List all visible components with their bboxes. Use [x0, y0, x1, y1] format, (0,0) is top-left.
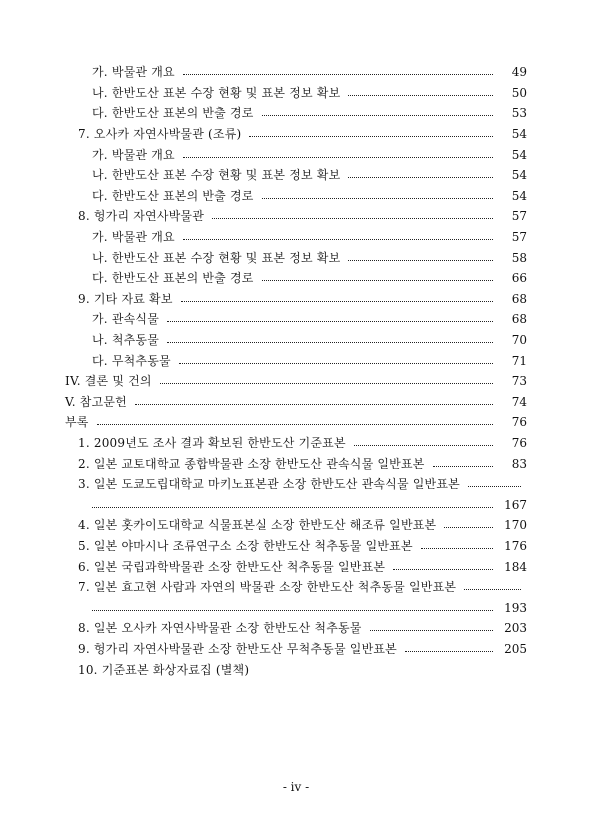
toc-leader-dots	[183, 73, 493, 75]
toc-entry-page: 76	[511, 415, 527, 430]
toc-entry[interactable]	[0, 103, 527, 124]
toc-entry-page: 49	[511, 65, 527, 80]
toc-entry[interactable]	[0, 350, 527, 371]
toc-entry-page: 57	[511, 209, 527, 224]
toc-entry-label: 6. 일본 국립과학박물관 소장 한반도산 척추동물 일반표본	[78, 559, 386, 574]
toc-leader-dots	[464, 588, 521, 590]
toc-leader-dots	[393, 568, 493, 570]
toc-entry-page: 54	[511, 168, 527, 183]
toc-entry-label: 나. 한반도산 표본 수장 현황 및 표본 정보 확보	[92, 85, 341, 100]
toc-entry-label: V. 참고문헌	[65, 394, 127, 409]
toc-entry-page: 203	[504, 621, 527, 636]
toc-leader-dots	[183, 238, 493, 240]
toc-entry-page: 167	[504, 497, 527, 512]
toc-entry-label: 다. 한반도산 표본의 반출 경로	[92, 271, 254, 286]
toc-leader-dots	[92, 506, 493, 508]
toc-entry-label: IV. 결론 및 건의	[65, 374, 152, 389]
toc-entry-page: 71	[511, 353, 527, 368]
toc-entry-label: 7. 일본 효고현 사람과 자연의 박물관 소장 한반도산 척추동물 일반표본	[78, 580, 457, 595]
toc-leader-dots	[249, 135, 493, 137]
toc-entry-label: 9. 기타 자료 확보	[78, 291, 173, 306]
toc-entry[interactable]	[0, 227, 527, 248]
toc-leader-dots	[370, 629, 493, 631]
toc-leader-dots	[212, 217, 493, 219]
toc-entry-page: 54	[511, 188, 527, 203]
toc-leader-dots	[468, 485, 521, 487]
toc-entry-page: 76	[511, 435, 527, 450]
toc-entry[interactable]	[0, 618, 527, 639]
toc-entry[interactable]	[0, 659, 527, 680]
toc-entry-label: 다. 무척추동물	[92, 353, 171, 368]
toc-entry[interactable]	[0, 474, 527, 495]
toc-entry-label: 8. 헝가리 자연사박물관	[78, 209, 205, 224]
toc-entry-page: 205	[504, 641, 527, 656]
toc-entry-page: 54	[511, 147, 527, 162]
toc-entry-label: 3. 일본 도쿄도립대학교 마키노표본관 소장 한반도산 관속식물 일반표본	[78, 477, 460, 492]
toc-entry[interactable]	[0, 453, 527, 474]
toc-entry-label: 나. 한반도산 표본 수장 현황 및 표본 정보 확보	[92, 250, 341, 265]
toc-leader-dots	[348, 94, 493, 96]
toc-entry-page: 58	[511, 250, 527, 265]
toc-leader-dots	[262, 197, 493, 199]
toc-entry[interactable]	[0, 289, 527, 310]
toc-entry[interactable]	[0, 268, 527, 289]
toc-leader-dots	[183, 156, 493, 158]
toc-entry[interactable]	[0, 371, 527, 392]
toc-entry-label: 부록	[65, 415, 89, 430]
toc-leader-dots	[167, 320, 493, 322]
toc-leader-dots	[405, 650, 493, 652]
toc-entry[interactable]	[0, 330, 527, 351]
toc-entry[interactable]	[0, 515, 527, 536]
toc-leader-dots	[92, 609, 493, 611]
toc-entry-label: 8. 일본 오사카 자연사박물관 소장 한반도산 척추동물	[78, 621, 362, 636]
toc-entry-label: 가. 관속식물	[92, 312, 159, 327]
toc-leader-dots	[167, 341, 493, 343]
toc-entry-label: 다. 한반도산 표본의 반출 경로	[92, 188, 254, 203]
toc-entry-page: 73	[511, 374, 527, 389]
toc-entry[interactable]	[0, 556, 527, 577]
toc-entry-page: 66	[511, 271, 527, 286]
toc-leader-dots	[262, 114, 493, 116]
toc-entry[interactable]	[0, 83, 527, 104]
toc-entry-page: 54	[511, 127, 527, 142]
toc-entry-label: 7. 오사카 자연사박물관 (조류)	[78, 127, 242, 142]
toc-entry-label: 2. 일본 교토대학교 종합박물관 소장 한반도산 관속식물 일반표본	[78, 456, 425, 471]
toc-entry-label: 가. 박물관 개요	[92, 230, 175, 245]
page-number-footer: - iv -	[282, 780, 310, 794]
toc-entry[interactable]	[0, 597, 527, 618]
toc-entry-label: 9. 헝가리 자연사박물관 소장 한반도산 무척추동물 일반표본	[78, 641, 397, 656]
toc-entry[interactable]	[0, 144, 527, 165]
toc-entry-label: 나. 척추동물	[92, 333, 159, 348]
toc-entry-label: 가. 박물관 개요	[92, 65, 175, 80]
table-of-contents	[0, 62, 592, 680]
toc-entry[interactable]	[0, 186, 527, 207]
toc-entry-page: 74	[511, 394, 527, 409]
toc-entry[interactable]	[0, 433, 527, 454]
toc-entry[interactable]	[0, 247, 527, 268]
toc-entry-label: 나. 한반도산 표본 수장 현황 및 표본 정보 확보	[92, 168, 341, 183]
toc-entry-label: 5. 일본 야마시나 조류연구소 소장 한반도산 척추동물 일반표본	[78, 538, 413, 553]
toc-leader-dots	[97, 423, 493, 425]
toc-entry[interactable]	[0, 639, 527, 660]
toc-leader-dots	[262, 279, 493, 281]
toc-entry-page: 53	[511, 106, 527, 121]
toc-leader-dots	[433, 465, 493, 467]
toc-entry-page: 184	[504, 559, 527, 574]
toc-entry-label: 1. 2009년도 조사 결과 확보된 한반도산 기준표본	[78, 435, 346, 450]
toc-entry-page: 50	[511, 85, 527, 100]
toc-leader-dots	[160, 382, 493, 384]
toc-entry-page: 68	[511, 312, 527, 327]
toc-entry[interactable]	[0, 165, 527, 186]
toc-leader-dots	[135, 403, 493, 405]
toc-entry-page: 83	[511, 456, 527, 471]
toc-entry[interactable]	[0, 536, 527, 557]
toc-entry[interactable]	[0, 577, 527, 598]
toc-entry-page: 193	[504, 600, 527, 615]
toc-entry-page: 170	[504, 518, 527, 533]
toc-entry-page: 70	[511, 333, 527, 348]
toc-entry[interactable]	[0, 62, 527, 83]
toc-entry[interactable]	[0, 494, 527, 515]
toc-leader-dots	[421, 547, 493, 549]
toc-leader-dots	[444, 526, 493, 528]
toc-entry-label: 4. 일본 홋카이도대학교 식물표본실 소장 한반도산 해조류 일반표본	[78, 518, 437, 533]
toc-entry[interactable]	[0, 309, 527, 330]
toc-entry-label: 10. 기준표본 화상자료집 (별책)	[78, 662, 250, 677]
toc-entry-label: 다. 한반도산 표본의 반출 경로	[92, 106, 254, 121]
toc-leader-dots	[348, 259, 493, 261]
toc-leader-dots	[354, 444, 493, 446]
toc-entry[interactable]	[0, 392, 527, 413]
toc-leader-dots	[181, 300, 493, 302]
toc-entry-page: 176	[504, 538, 527, 553]
toc-entry[interactable]	[0, 206, 527, 227]
toc-entry-label: 가. 박물관 개요	[92, 147, 175, 162]
toc-leader-dots	[348, 176, 493, 178]
toc-entry-page: 57	[511, 230, 527, 245]
toc-entry[interactable]	[0, 412, 527, 433]
toc-leader-dots	[179, 362, 493, 364]
toc-entry[interactable]	[0, 124, 527, 145]
toc-entry-page: 68	[511, 291, 527, 306]
